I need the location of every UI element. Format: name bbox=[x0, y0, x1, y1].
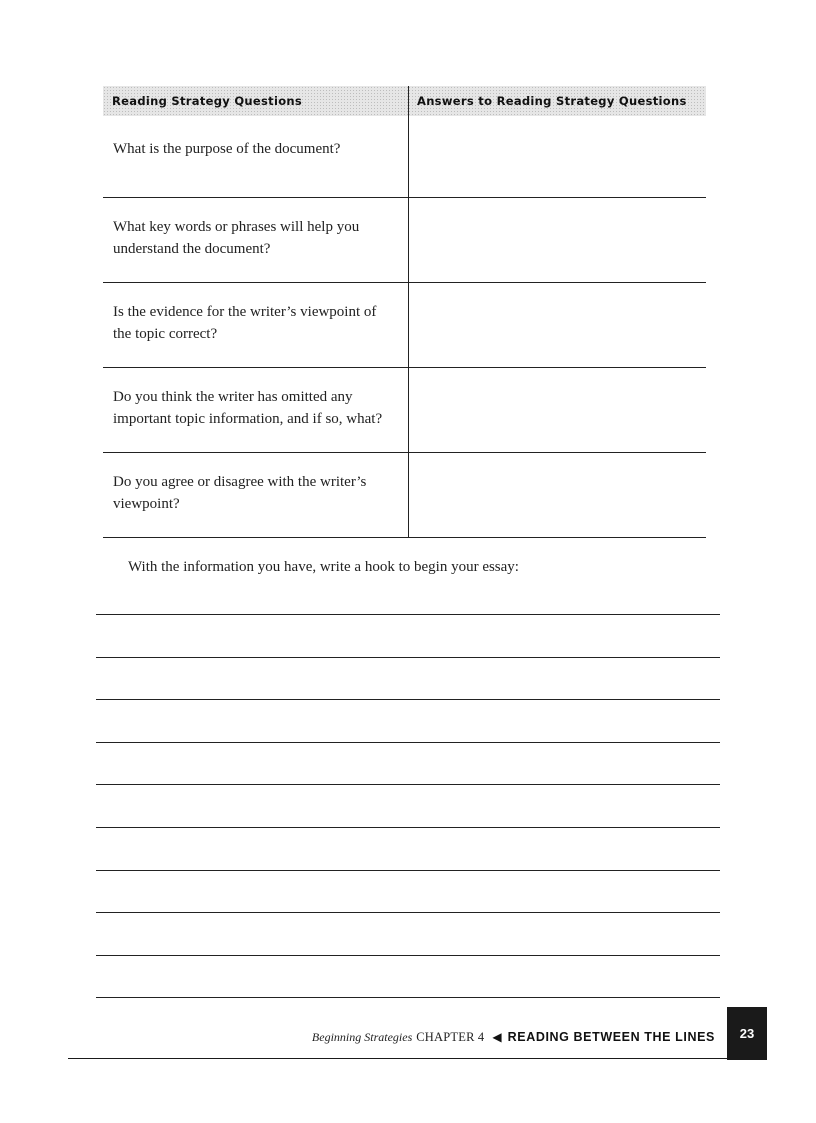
writing-line[interactable] bbox=[96, 827, 720, 828]
chapter-label: CHAPTER 4 bbox=[416, 1029, 485, 1044]
writing-line[interactable] bbox=[96, 912, 720, 913]
page-number: 23 bbox=[727, 1007, 767, 1060]
writing-line[interactable] bbox=[96, 699, 720, 700]
book-title: Beginning Strategies bbox=[311, 1029, 413, 1044]
writing-line[interactable] bbox=[96, 657, 720, 658]
reading-strategy-table bbox=[103, 86, 706, 538]
writing-line[interactable] bbox=[96, 742, 720, 743]
answer-cell[interactable] bbox=[408, 198, 706, 282]
table-row bbox=[103, 198, 706, 283]
question-cell: What is the purpose of the document? bbox=[113, 141, 341, 157]
footer-rule bbox=[68, 1058, 767, 1059]
question-cell: Do you think the writer has omitted any important topic information, and if so, what? bbox=[113, 389, 383, 427]
writing-line[interactable] bbox=[96, 955, 720, 956]
answer-cell[interactable] bbox=[408, 283, 706, 367]
writing-line[interactable] bbox=[96, 870, 720, 871]
question-cell: What key words or phrases will help you understand the document? bbox=[113, 219, 360, 257]
question-cell: Is the evidence for the writer’s viewpoint of the topic correct? bbox=[113, 304, 377, 342]
table-row bbox=[103, 283, 706, 368]
left-triangle-icon: ◀ bbox=[492, 1029, 502, 1044]
answer-cell[interactable] bbox=[408, 368, 706, 452]
question-cell: Do you agree or disagree with the writer’s viewpoint? bbox=[113, 474, 367, 512]
page-footer bbox=[312, 1027, 715, 1047]
answers-column-header: Answers to Reading Strategy Questions bbox=[408, 86, 706, 116]
essay-hook-prompt: With the information you have, write a hook to begin your essay: bbox=[128, 559, 519, 575]
answer-cell[interactable] bbox=[408, 453, 706, 537]
table-row bbox=[103, 368, 706, 453]
chapter-title: READING BETWEEN THE LINES bbox=[507, 1030, 715, 1044]
table-header bbox=[103, 86, 706, 116]
table-row bbox=[103, 453, 706, 538]
table-body bbox=[103, 116, 706, 538]
questions-column-header: Reading Strategy Questions bbox=[103, 86, 408, 116]
writing-line[interactable] bbox=[96, 997, 720, 998]
column-divider bbox=[408, 86, 409, 538]
answer-cell[interactable] bbox=[408, 116, 706, 197]
table-row bbox=[103, 116, 706, 198]
writing-line[interactable] bbox=[96, 784, 720, 785]
writing-line[interactable] bbox=[96, 614, 720, 615]
